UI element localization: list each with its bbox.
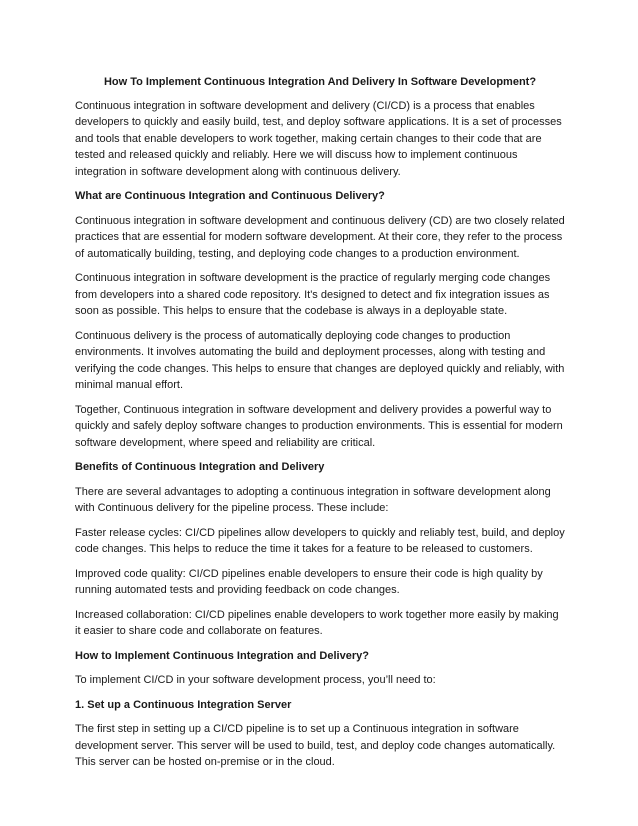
document-title: How To Implement Continuous Integration And Delivery In Software Development? bbox=[103, 76, 537, 88]
paragraph-together: Together, Continuous integration in software development and delivery provides a powerful way to quickly and safely deploy software changes to production environments. This is essential for modern software development, where speed and reliability are critical. bbox=[75, 403, 563, 449]
paragraph-ci-definition: Continuous integration in software development is the practice of regularly merging code changes from developers into a shared code repository. It's designed to detect and fix integration issues as soon as possible. This helps to ensure that the codebase is always in a deployable state. bbox=[75, 272, 551, 317]
section-heading-what-are-ci-cd: What are Continuous Integration and Continuous Delivery? bbox=[75, 190, 385, 202]
intro-paragraph: Continuous integration in software development and delivery (CI/CD) is a process that enables developers to quickly and easily build, test, and deploy software applications. It is a set of processes and tools that enable developers to work together, making certain changes to their code that are tested and released quickly and reliably. Here we will discuss how to implement continuous integration in software development along with continuous delivery. bbox=[75, 99, 562, 178]
section-heading-benefits: Benefits of Continuous Integration and Delivery bbox=[75, 461, 325, 473]
document-body bbox=[75, 74, 565, 779]
section-heading-step-1: 1. Set up a Continuous Integration Server bbox=[75, 698, 292, 711]
paragraph-faster-release: Faster release cycles: CI/CD pipelines allow developers to quickly and reliably test, build, and deploy code changes. This helps to reduce the time it takes for a feature to be released to customers. bbox=[75, 526, 565, 555]
paragraph-cd-definition: Continuous delivery is the process of automatically deploying code changes to production environments. It involves automating the build and deployment processes, along with testing and verifying the code changes. This helps to ensure that changes are deployed quickly and reliably, with minimal manual effort. bbox=[75, 329, 565, 391]
paragraph-code-quality: Improved code quality: CI/CD pipelines enable developers to ensure their code is high quality by running automated tests and providing feedback on code changes. bbox=[75, 567, 543, 596]
paragraph-advantages-intro: There are several advantages to adopting a continuous integration in software development along with Continuous delivery for the pipeline process. These include: bbox=[75, 485, 551, 514]
paragraph-ci-cd-definition: Continuous integration in software development and continuous delivery (CD) are two closely related practices that are essential for modern software development. At their core, they refer to the process of automatically building, testing, and deploying code changes to a production environment. bbox=[75, 214, 565, 260]
paragraph-step-1: The first step in setting up a CI/CD pipeline is to set up a Continuous integration in software development server. This server will be used to build, test, and deploy code changes automatically. This server can be hosted on-premise or in the cloud. bbox=[75, 723, 556, 768]
paragraph-collaboration: Increased collaboration: CI/CD pipelines enable developers to work together more easily by making it easier to share code and collaborate on features. bbox=[75, 608, 559, 637]
paragraph-implement-intro: To implement CI/CD in your software development process, you’ll need to: bbox=[75, 674, 436, 686]
section-heading-how-to-implement: How to Implement Continuous Integration and Delivery? bbox=[75, 649, 369, 662]
